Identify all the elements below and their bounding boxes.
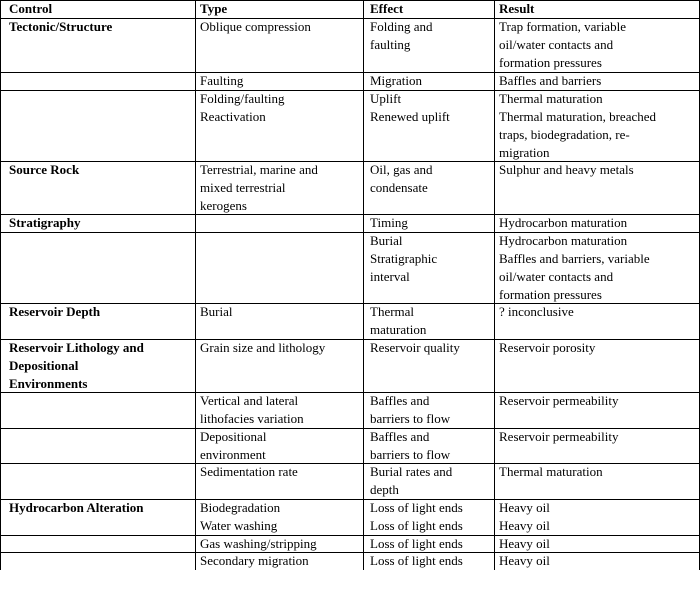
cell-control: Source Rock xyxy=(9,162,80,177)
cell-result: Baffles and barriers xyxy=(499,73,602,88)
cell-control: Hydrocarbon Alteration xyxy=(9,500,144,515)
row-divider xyxy=(0,303,700,304)
cell-effect: Loss of light ends xyxy=(370,518,463,533)
cell-effect: Burial rates and xyxy=(370,464,453,479)
column-divider xyxy=(195,0,196,570)
cell-effect: Folding and xyxy=(370,19,433,34)
cell-effect: Burial xyxy=(370,233,403,248)
column-divider xyxy=(363,0,364,570)
row-divider xyxy=(0,463,700,464)
cell-effect: Uplift xyxy=(370,91,402,106)
cell-result: Thermal maturation, breached xyxy=(499,109,657,124)
row-divider xyxy=(0,552,700,553)
cell-effect: Loss of light ends xyxy=(370,553,463,568)
cell-effect: Oil, gas and xyxy=(370,162,433,177)
cell-effect: barriers to flow xyxy=(370,447,451,462)
cell-result: Baffles and barriers, variable xyxy=(499,251,650,266)
column-divider xyxy=(494,0,495,570)
cell-result: Thermal maturation xyxy=(499,91,603,106)
cell-type: Burial xyxy=(200,304,233,319)
cell-result: oil/water contacts and xyxy=(499,37,614,52)
cell-effect: Migration xyxy=(370,73,422,88)
row-divider xyxy=(0,392,700,393)
header-control: Control xyxy=(9,1,53,16)
row-divider xyxy=(0,535,700,536)
cell-effect: barriers to flow xyxy=(370,411,451,426)
cell-control: Tectonic/Structure xyxy=(9,19,113,34)
cell-effect: Baffles and xyxy=(370,429,430,444)
header-result: Result xyxy=(499,1,535,16)
cell-effect: Baffles and xyxy=(370,393,430,408)
cell-type: Water washing xyxy=(200,518,278,533)
row-divider xyxy=(0,499,700,500)
cell-control: Environments xyxy=(9,376,88,391)
row-divider xyxy=(0,161,700,162)
row-divider xyxy=(0,90,700,91)
cell-effect: Timing xyxy=(370,215,408,230)
cell-type: lithofacies variation xyxy=(200,411,304,426)
cell-effect: Loss of light ends xyxy=(370,500,463,515)
cell-effect: depth xyxy=(370,482,399,497)
cell-effect: Stratigraphic xyxy=(370,251,438,266)
cell-type: Gas washing/stripping xyxy=(200,536,317,551)
cell-result: Heavy oil xyxy=(499,536,550,551)
cell-effect: faulting xyxy=(370,37,411,52)
cell-type: kerogens xyxy=(200,198,247,213)
cell-type: Folding/faulting xyxy=(200,91,285,106)
cell-effect: Loss of light ends xyxy=(370,536,463,551)
cell-result: formation pressures xyxy=(499,287,602,302)
cell-type: environment xyxy=(200,447,266,462)
header-type: Type xyxy=(200,1,228,16)
row-divider xyxy=(0,339,700,340)
cell-result: oil/water contacts and xyxy=(499,269,614,284)
cell-type: Reactivation xyxy=(200,109,266,124)
cell-control: Reservoir Lithology and xyxy=(9,340,144,355)
cell-type: Grain size and lithology xyxy=(200,340,326,355)
cell-effect: maturation xyxy=(370,322,427,337)
row-divider xyxy=(0,18,700,19)
cell-type: Depositional xyxy=(200,429,267,444)
cell-result: Reservoir permeability xyxy=(499,393,619,408)
cell-control: Depositional xyxy=(9,358,79,373)
cell-result: traps, biodegradation, re- xyxy=(499,127,630,142)
row-divider xyxy=(0,428,700,429)
column-divider xyxy=(0,0,1,570)
cell-type: Vertical and lateral xyxy=(200,393,299,408)
cell-effect: Reservoir quality xyxy=(370,340,460,355)
cell-result: Trap formation, variable xyxy=(499,19,626,34)
cell-result: formation pressures xyxy=(499,55,602,70)
cell-result: Heavy oil xyxy=(499,553,550,568)
cell-result: Heavy oil xyxy=(499,518,550,533)
cell-type: Sedimentation rate xyxy=(200,464,298,479)
cell-type: Biodegradation xyxy=(200,500,281,515)
row-divider xyxy=(0,214,700,215)
cell-result: Reservoir porosity xyxy=(499,340,596,355)
cell-effect: condensate xyxy=(370,180,428,195)
cell-result: Heavy oil xyxy=(499,500,550,515)
cell-result: Sulphur and heavy metals xyxy=(499,162,634,177)
cell-result: Hydrocarbon maturation xyxy=(499,233,628,248)
cell-type: Oblique compression xyxy=(200,19,311,34)
cell-effect: Thermal xyxy=(370,304,415,319)
cell-effect: Renewed uplift xyxy=(370,109,450,124)
cell-type: Secondary migration xyxy=(200,553,309,568)
cell-result: migration xyxy=(499,145,550,160)
cell-result: Thermal maturation xyxy=(499,464,603,479)
cell-result: Hydrocarbon maturation xyxy=(499,215,628,230)
cell-result: Reservoir permeability xyxy=(499,429,619,444)
row-divider xyxy=(0,232,700,233)
cell-control: Reservoir Depth xyxy=(9,304,101,319)
header-effect: Effect xyxy=(370,1,404,16)
cell-control: Stratigraphy xyxy=(9,215,81,230)
cell-effect: interval xyxy=(370,269,410,284)
cell-result: ? inconclusive xyxy=(499,304,574,319)
row-divider xyxy=(0,72,700,73)
cell-type: mixed terrestrial xyxy=(200,180,286,195)
row-divider xyxy=(0,0,700,1)
cell-type: Terrestrial, marine and xyxy=(200,162,318,177)
cell-type: Faulting xyxy=(200,73,244,88)
